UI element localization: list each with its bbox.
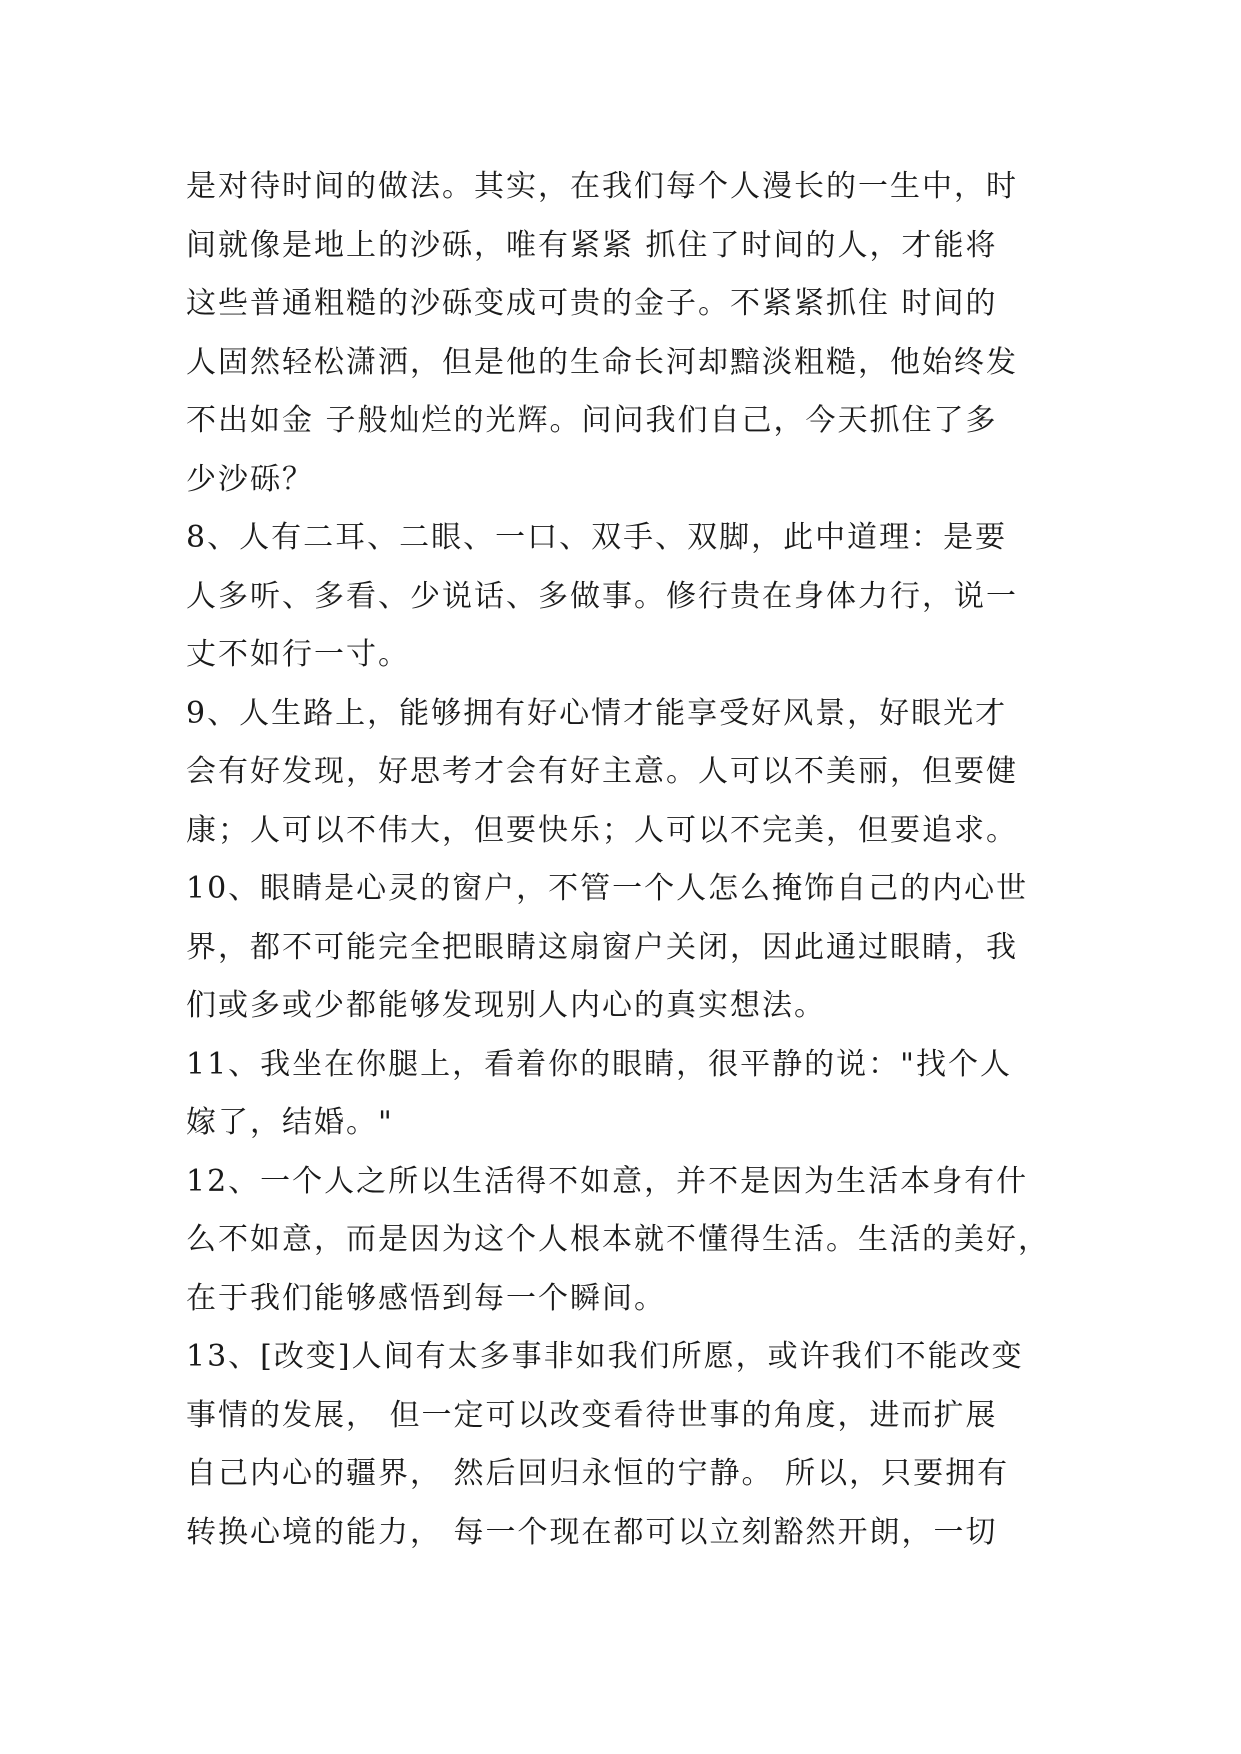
text-line: 这些普通粗糙的沙砾变成可贵的金子。不紧紧抓住 时间的 [186,286,998,321]
text-line: 10、眼睛是心灵的窗户，不管一个人怎么掩饰自己的内心世 [186,871,1029,906]
text-line: 少沙砾？ [186,461,314,497]
text-line: 嫁了，结婚。" [186,1105,394,1140]
text-line: 人固然轻松潇洒，但是他的生命长河却黯淡粗糙，他始终发 [186,344,1018,380]
text-line: 事情的发展， 但一定可以改变看待世事的角度，进而扩展 [186,1397,998,1433]
text-line: 不出如金 子般灿烂的光辉。问问我们自己，今天抓住了多 [186,403,998,438]
text-line: 11、我坐在你腿上，看着你的眼睛，很平静的说："找个人 [186,1046,1012,1082]
document-body [186,158,1066,1562]
text-line: 人多听、多看、少说话、多做事。修行贵在身体力行，说一 [186,578,1018,614]
text-line: 在于我们能够感悟到每一个瞬间。 [186,1280,666,1316]
text-line: 12、一个人之所以生活得不如意，并不是因为生活本身有什 [186,1163,1029,1199]
text-line: 界，都不可能完全把眼睛这扇窗户关闭，因此通过眼睛，我 [186,929,1018,965]
text-line: 9、人生路上，能够拥有好心情才能享受好风景，好眼光才 [186,695,1008,731]
text-line: 转换心境的能力， 每一个现在都可以立刻豁然开朗，一切 [186,1514,998,1550]
text-line: 康；人可以不伟大，但要快乐；人可以不完美，但要追求。 [186,812,1018,848]
text-line: 间就像是地上的沙砾，唯有紧紧 抓住了时间的人，才能将 [186,227,998,263]
text-line: 是对待时间的做法。其实，在我们每个人漫长的一生中，时 [186,169,1018,204]
text-line: 13、[改变]人间有太多事非如我们所愿，或许我们不能改变 [186,1339,1024,1374]
text-line: 丈不如行一寸。 [186,637,410,672]
text-line: 自己内心的疆界， 然后回归永恒的宁静。 所以，只要拥有 [186,1456,1010,1491]
text-line: 们或多或少都能够发现别人内心的真实想法。 [186,988,826,1023]
text-line: 么不如意，而是因为这个人根本就不懂得生活。生活的美好， [186,1222,1050,1257]
text-line: 会有好发现，好思考才会有好主意。人可以不美丽，但要健 [186,754,1018,789]
text-line: 8、人有二耳、二眼、一口、双手、双脚，此中道理：是要 [186,520,1008,555]
